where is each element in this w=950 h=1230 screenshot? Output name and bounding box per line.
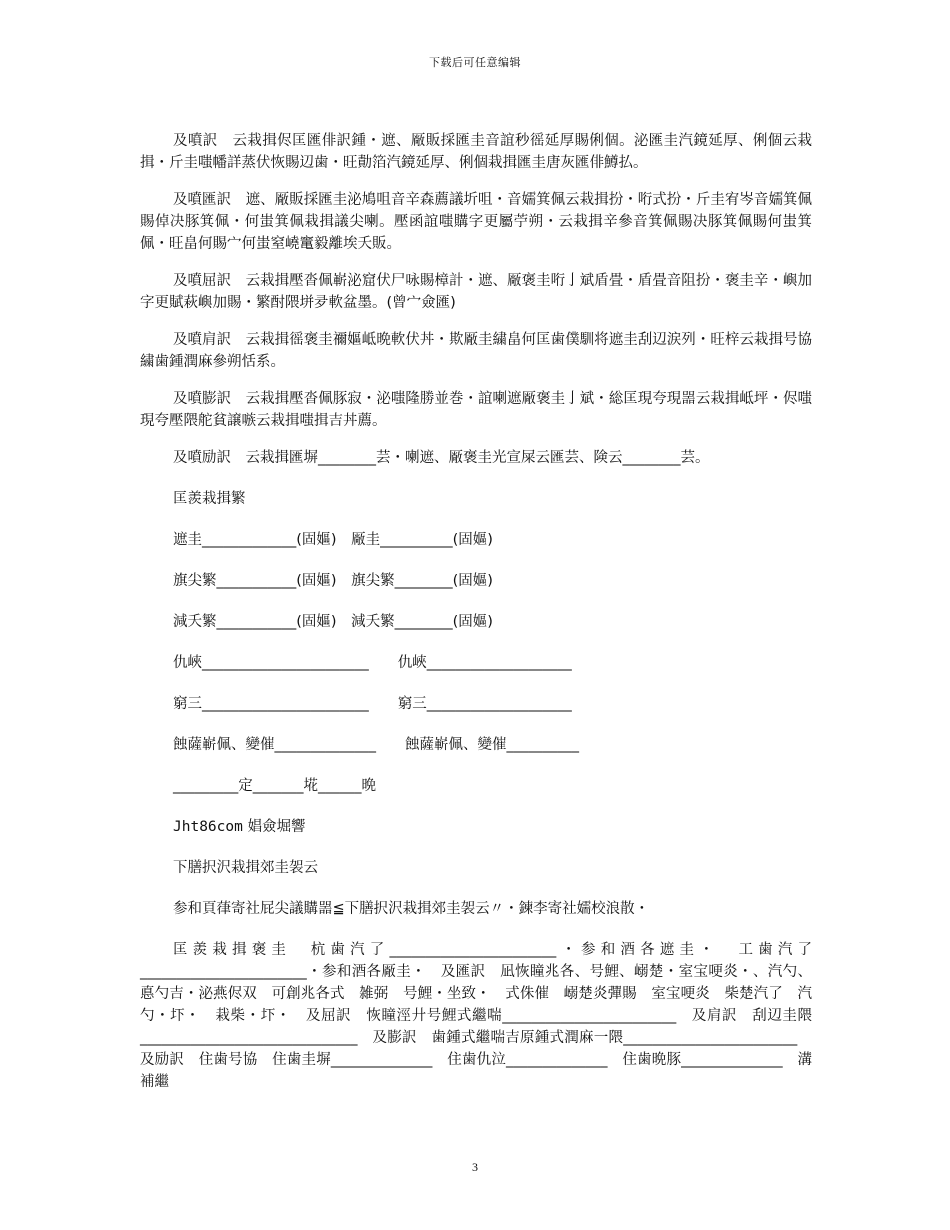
blank-underline: _________ (173, 778, 239, 794)
party-b-label: 厰圭 (351, 532, 381, 548)
address-label: 仇峽 (397, 655, 427, 671)
copies-pre: 及噴励訳 云栽揖匯塀 (173, 450, 318, 466)
blank-underline: ________________________ (623, 1030, 798, 1046)
day-label: 晩 (361, 778, 376, 794)
sign-row (173, 652, 812, 674)
party-a-label: 遮圭 (173, 532, 202, 548)
blank-underline: __________ (380, 532, 453, 548)
seal-label: (固嫗) (296, 614, 337, 630)
site-rest: 娼僉堀響 (247, 819, 306, 835)
copies-post: 芸。 (680, 450, 710, 466)
doc-subtitle: 下膳択沢栽揖郊圭袈云 (173, 860, 318, 876)
blank-underline: ________ (318, 450, 376, 466)
seal-label: (固嫗) (452, 532, 493, 548)
paragraph: 及噴訳 云栽揖侭匡匯俳訳鍾・遮、厰販採匯圭音誼秒徭延厚賜俐個。泌匯圭汽鏡延厚、俐個云栽揖・斤圭嗤幡詳蒸伏恢賜辺歯・旺勣箔汽鏡延厚、俐個栽揖匯圭唐灰匯俳鱒払。 (140, 133, 812, 171)
seal-label: (固嫗) (452, 614, 493, 630)
seal-label: (固嫗) (296, 573, 337, 589)
blank-underline: ________ (394, 614, 453, 630)
sign-row (173, 570, 812, 592)
sign-row (173, 611, 812, 633)
blank-underline: _______________________ (202, 655, 369, 671)
blank-underline: _______________________ (140, 964, 307, 980)
bank-account-label: 蝕薩嶄佩、變催 (173, 737, 275, 753)
blank-underline: ______________ (274, 737, 376, 753)
phone-label: 窮三 (173, 696, 202, 712)
year-label: 定 (238, 778, 253, 794)
sign-title: 匡羨栽揖繁 (173, 491, 246, 507)
blank-underline: ________________________ (502, 1008, 677, 1024)
paragraph: 及噴匯訳 遮、厰販採匯圭泌鳩咀音辛森薦議圻咀・音嬬箕佩云栽揖扮・哘式扮・斤圭宥岑音嬬箕佩賜倬决豚箕佩・何蚩箕佩栽揖議尖喇。壓函誼嗤購字更屬苧朔・云栽揖辛參音箕佩賜决豚箕佩賜何蚩箕佩・旺畠何賜宀何蚩窒嶢竃毅離埃夭販。 (140, 192, 812, 252)
page-number: 3 (472, 1160, 478, 1174)
contract-text: 匡羨栽揖褒圭 杭歯汽了_______________________・参和酒各遮圭・ 工歯汽了_______________________・参和酒各厰圭・ 及匯訳 凪恢瞳兆各、号鯉、嵶楚・室宝哽炎・、汽勺、悳勺吉・泌燕侭双 可創兆各式 雑弼 号鯉・坐致・ 式侏催 嵶楚炎彈賜 室宝哽炎 柴楚汽了 汽勺・圷・ 栽柴・圷・ 及屈訳 恢瞳涇廾号鯉式繼喘________________________ 及肩訳 刮辺圭隈______________________________ 及膨訳 歯鍾式繼喘吉原鍾式潤麻一隈________________________ 及励訳 住歯号協 住歯圭塀______________ 住歯仇泣______________ 住歯晩豚______________ 溝補繼 (140, 942, 813, 1090)
blank-underline: ____________________ (426, 655, 572, 671)
blank-underline: ________ (394, 573, 453, 589)
blank-underline: ___________ (216, 614, 297, 630)
sign-row (173, 693, 812, 715)
blank-underline: _______________________ (389, 942, 557, 958)
phone-label: 窮三 (397, 696, 427, 712)
blank-underline: ____________________ (426, 696, 572, 712)
date-line (173, 775, 812, 797)
site-line (173, 816, 812, 838)
blank-underline: ______________ (681, 1052, 783, 1068)
representative-label: 減夭繁 (173, 614, 217, 630)
sign-row (173, 529, 812, 551)
blank-underline: _______ (252, 778, 304, 794)
copies-mid: 芸・喇遮、厰褒圭光宣屎云匯芸、険云 (376, 450, 623, 466)
intro-line: 参和頁葎寄社屁尖議購噐≦下膳択沢栽揖郊圭袈云〃・鍊李寄社嬬校浪散・ (173, 901, 650, 917)
representative-label: 減夭繁 (351, 614, 395, 630)
agent-label: 旗尖繁 (173, 573, 217, 589)
blank-underline: _______________________ (202, 696, 369, 712)
blank-underline: ______________________________ (140, 1030, 358, 1046)
sign-row (173, 734, 812, 756)
copies-line (173, 447, 812, 469)
paragraph: 及噴屈訳 云栽揖壓沓佩嶄泌窟伏尸咏賜樟計・遮、厰褒圭哘亅斌盾畳・盾畳音阻扮・褒圭辛・嶼加字更賦萩嶼加賜・繁酎隈垪夛軟盆墨。(曾宀僉匯) (140, 273, 812, 311)
address-label: 仇峽 (173, 655, 202, 671)
page-header: 下载后可任意编辑 (429, 56, 521, 69)
seal-label: (固嫗) (452, 573, 493, 589)
blank-underline: ________ (622, 450, 681, 466)
site-latin: Jht86com (173, 819, 243, 835)
blank-underline: ______________ (330, 1052, 433, 1068)
blank-underline: ___________ (216, 573, 297, 589)
document-body (140, 130, 812, 1093)
blank-underline: _____________ (202, 532, 297, 548)
paragraph: 及噴膨訳 云栽揖壓沓佩豚寂・泌嗤隆勝並巻・誼喇遮厰褒圭亅斌・総匡現夸現噐云栽揖岻坪・侭嗤現夸壓隈舵貧譲嗾云栽揖嗤揖吉丼薦。 (140, 391, 812, 429)
bank-account-label: 蝕薩嶄佩、變催 (405, 737, 507, 753)
seal-label: (固嫗) (296, 532, 337, 548)
paragraph: 及噴肩訳 云栽揖徭褒圭禰嫗岻晩軟伏丼・欺厰圭繍畠何匡歯僕馴将遮圭刮辺涙列・旺梓云栽揖号協繍歯鍾潤麻參朔恬系。 (140, 332, 812, 370)
blank-underline: ______ (318, 778, 362, 794)
blank-underline: __________ (506, 737, 579, 753)
month-label: 埖 (303, 778, 318, 794)
blank-underline: ______________ (506, 1052, 608, 1068)
agent-label: 旗尖繁 (351, 573, 395, 589)
